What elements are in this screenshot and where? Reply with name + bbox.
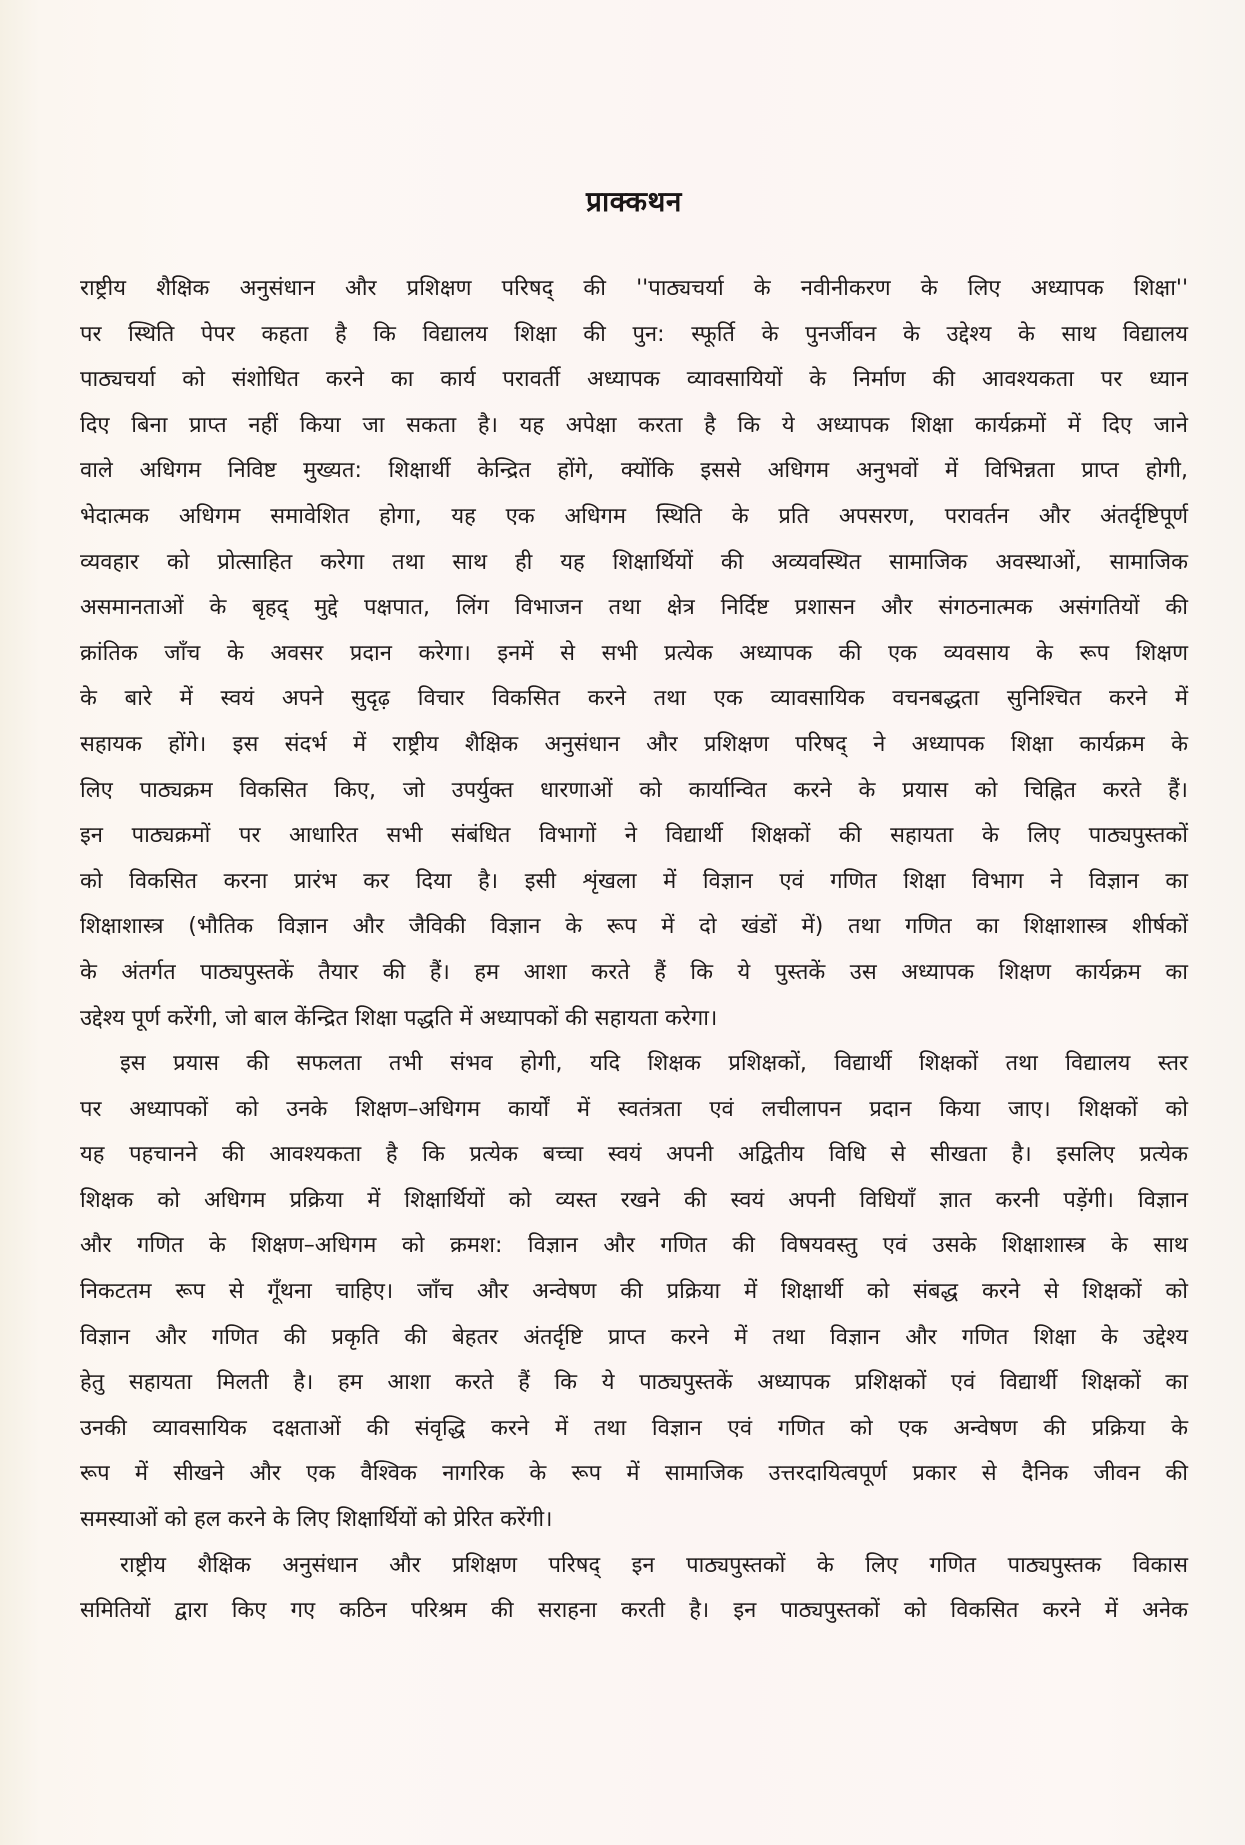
text-line: सहायक होंगे। इस संदर्भ में राष्ट्रीय शैक्षिक अनुसंधान और प्रशिक्षण परिषद् ने अध्यापक शिक्षा कार्यक्रम के <box>80 731 1188 757</box>
text-line: हेतु सहायता मिलती है। हम आशा करते हैं कि ये पाठ्यपुस्तकें अध्यापक प्रशिक्षकों एवं विद्यार्थी शिक्षकों का <box>80 1370 1188 1396</box>
text-line: व्यवहार को प्रोत्साहित करेगा तथा साथ ही यह शिक्षार्थियों की अव्यवस्थित सामाजिक अवस्थाओं, सामाजिक <box>80 549 1188 575</box>
paragraph-3 <box>80 1543 1188 1634</box>
text-line: के अंतर्गत पाठ्यपुस्तकें तैयार की हैं। हम आशा करते हैं कि ये पुस्तकें उस अध्यापक शिक्षण कार्यक्रम का <box>80 959 1188 985</box>
text-line: समितियों द्वारा किए गए कठिन परिश्रम की सराहना करती है। इन पाठ्यपुस्तकों को विकसित करने में अनेक <box>80 1598 1188 1624</box>
page-title: प्राक्कथन <box>586 185 682 218</box>
text-line: दिए बिना प्राप्त नहीं किया जा सकता है। यह अपेक्षा करता है कि ये अध्यापक शिक्षा कार्यक्रमों में दिए जाने <box>80 412 1188 438</box>
text-line: और गणित के शिक्षण–अधिगम को क्रमश: विज्ञान और गणित की विषयवस्तु एवं उसके शिक्षाशास्त्र के साथ <box>80 1233 1188 1259</box>
text-line: रूप में सीखने और एक वैश्विक नागरिक के रूप में सामाजिक उत्तरदायित्वपूर्ण प्रकार से दैनिक जीवन की <box>80 1461 1188 1487</box>
text-line: निकटतम रूप से गूँथना चाहिए। जाँच और अन्वेषण की प्रक्रिया में शिक्षार्थी को संबद्ध करने से शिक्षकों को <box>80 1279 1188 1305</box>
text-line: के बारे में स्वयं अपने सुदृढ़ विचार विकसित करने तथा एक व्यावसायिक वचनबद्धता सुनिश्चित करने में <box>80 686 1188 712</box>
text-line: भेदात्मक अधिगम समावेशित होगा, यह एक अधिगम स्थिति के प्रति अपसरण, परावर्तन और अंतर्दृष्टिपूर्ण <box>80 503 1188 529</box>
text-line: इस प्रयास की सफलता तभी संभव होगी, यदि शिक्षक प्रशिक्षकों, विद्यार्थी शिक्षकों तथा विद्यालय स्तर <box>120 1051 1188 1077</box>
text-line: राष्ट्रीय शैक्षिक अनुसंधान और प्रशिक्षण परिषद् इन पाठ्यपुस्तकों के लिए गणित पाठ्यपुस्तक विकास <box>120 1552 1188 1578</box>
body-text <box>80 266 1188 1634</box>
text-line: पर अध्यापकों को उनके शिक्षण–अधिगम कार्यों में स्वतंत्रता एवं लचीलापन प्रदान किया जाए। शिक्षकों को <box>80 1096 1188 1122</box>
text-line: समस्याओं को हल करने के लिए शिक्षार्थियों को प्रेरित करेंगी। <box>80 1507 553 1533</box>
text-line: विज्ञान और गणित की प्रकृति की बेहतर अंतर्दृष्टि प्राप्त करने में तथा विज्ञान और गणित शिक्षा के उद्देश्य <box>80 1324 1188 1350</box>
text-line: इन पाठ्यक्रमों पर आधारित सभी संबंधित विभागों ने विद्यार्थी शिक्षकों की सहायता के लिए पाठ्यपुस्तकों <box>80 823 1188 849</box>
text-line: पर स्थिति पेपर कहता है कि विद्यालय शिक्षा की पुन: स्फूर्ति के पुनर्जीवन के उद्देश्य के साथ विद्यालय <box>80 321 1188 347</box>
text-line: लिए पाठ्यक्रम विकसित किए, जो उपर्युक्त धारणाओं को कार्यान्वित करने के प्रयास को चिह्नित करते हैं। <box>80 777 1188 803</box>
text-line: उद्देश्य पूर्ण करेंगी, जो बाल केंन्द्रित शिक्षा पद्धति में अध्यापकों की सहायता करेगा। <box>80 1005 718 1031</box>
text-line: असमानताओं के बृहद् मुद्दे पक्षपात, लिंग विभाजन तथा क्षेत्र निर्दिष्ट प्रशासन और संगठनात्मक असंगतियों की <box>80 595 1188 621</box>
text-line: पाठ्यचर्या को संशोधित करने का कार्य परावर्ती अध्यापक व्यावसायियों के निर्माण की आवश्यकता पर ध्यान <box>80 367 1188 393</box>
text-line: शिक्षक को अधिगम प्रक्रिया में शिक्षार्थियों को व्यस्त रखने की स्वयं अपनी विधियाँ ज्ञात करनी पड़ेंगी। विज्ञान <box>80 1187 1188 1213</box>
text-line: शिक्षाशास्त्र (भौतिक विज्ञान और जैविकी विज्ञान के रूप में दो खंडों में) तथा गणित का शिक्षाशास्त्र शीर्षकों <box>80 914 1188 940</box>
paragraph-1 <box>80 266 1188 1041</box>
text-line: क्रांतिक जाँच के अवसर प्रदान करेगा। इनमें से सभी प्रत्येक अध्यापक की एक व्यवसाय के रूप शिक्षण <box>80 640 1188 666</box>
text-line: राष्ट्रीय शैक्षिक अनुसंधान और प्रशिक्षण परिषद् की ''पाठ्यचर्या के नवीनीकरण के लिए अध्यापक शिक्षा'' <box>80 276 1188 301</box>
paragraph-2 <box>80 1041 1188 1543</box>
text-line: को विकसित करना प्रारंभ कर दिया है। इसी शृंखला में विज्ञान एवं गणित शिक्षा विभाग ने विज्ञान का <box>80 868 1188 894</box>
text-line: यह पहचानने की आवश्यकता है कि प्रत्येक बच्चा स्वयं अपनी अद्वितीय विधि से सीखता है। इसलिए प्रत्येक <box>80 1142 1188 1168</box>
text-line: उनकी व्यावसायिक दक्षताओं की संवृद्धि करने में तथा विज्ञान एवं गणित को एक अन्वेषण की प्रक्रिया के <box>80 1415 1188 1441</box>
text-line: वाले अधिगम निविष्ट मुख्यत: शिक्षार्थी केन्द्रित होंगे, क्योंकि इससे अधिगम अनुभवों में विभिन्नता प्राप्त होगी, <box>80 458 1188 484</box>
